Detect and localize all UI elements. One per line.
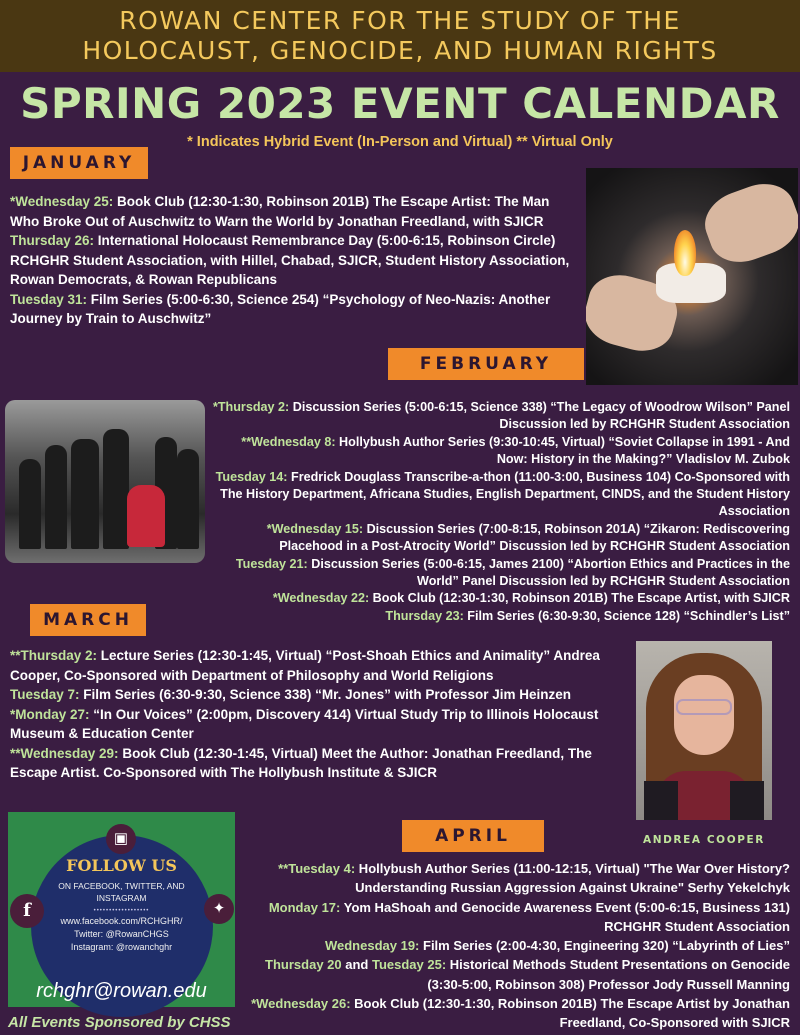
event-item: Monday 17: Yom HaShoah and Genocide Awareness Event (5:00-6:15, Business 131) RCHGHR Student Association <box>268 899 790 934</box>
month-tag-april: APRIL <box>402 820 544 852</box>
event-item: *Wednesday 22: Book Club (12:30-1:30, Robinson 201B) The Escape Artist, with SJICR <box>272 591 790 606</box>
contact-email[interactable]: rchghr@rowan.edu <box>36 980 207 1002</box>
portrait-caption: ANDREA COOPER <box>643 834 765 846</box>
event-item: *Thursday 2: Discussion Series (5:00-6:15, Science 338) “The Legacy of Woodrow Wilson” Panel Discussion led by RCHGHR Student Association <box>212 400 790 432</box>
sponsor-note: All Events Sponsored by CHSS <box>8 1014 231 1031</box>
event-item: **Thursday 2: Lecture Series (12:30-1:45, Virtual) “Post-Shoah Ethics and Animality” Andrea Cooper, Co-Sponsored with Department of Philosophy and World Religions <box>10 648 600 683</box>
center-name-line2: HOLOCAUST, GENOCIDE, AND HUMAN RIGHTS <box>82 36 718 65</box>
event-item: Tuesday 21: Discussion Series (5:00-6:15, James 2100) “Abortion Ethics and Practices in the World” Panel Discussion led by RCHGHR Student Association <box>235 556 790 589</box>
header-banner <box>0 0 800 72</box>
follow-us-title: FOLLOW US <box>66 856 177 875</box>
hybrid-note: * Indicates Hybrid Event (In-Person and Virtual) ** Virtual Only <box>187 134 613 150</box>
event-item: Tuesday 14: Fredrick Douglass Transcribe-a-thon (11:00-3:00, Business 104) Co-Sponsored with The History Department, Africana Studies, English Department, CINDS, and the Student History Association <box>215 469 790 519</box>
event-item: Wednesday 19: Film Series (2:00-4:30, Engineering 320) “Labyrinth of Lies” <box>324 938 790 954</box>
event-item: *Wednesday 25: Book Club (12:30-1:30, Robinson 201B) The Escape Artist: The Man Who Broke Out of Auschwitz to Warn the World by Jonathan Freedland, with SJICR <box>10 194 550 229</box>
event-item: Thursday 26: International Holocaust Remembrance Day (5:00-6:15, Robinson Circle) RCHGHR Student Association, with Hillel, Chabad, SJICR, Student History Association, Rowan Democrats, & Rowan Republicans <box>10 233 570 287</box>
schindlers-list-photo <box>5 400 205 563</box>
event-item: Tuesday 7: Film Series (6:30-9:30, Science 338) “Mr. Jones” with Professor Jim Heinzen <box>10 687 571 702</box>
event-item: *Monday 27: “In Our Voices” (2:00pm, Discovery 414) Virtual Study Trip to Illinois Holocaust Museum & Education Center <box>10 706 599 741</box>
event-item: *Wednesday 26: Book Club (12:30-1:30, Robinson 201B) The Escape Artist by Jonathan Freedland, Co-Sponsored with SJICR <box>251 996 790 1031</box>
candle-photo <box>586 168 798 385</box>
month-tag-january: JANUARY <box>10 147 148 179</box>
january-events <box>10 192 580 329</box>
february-events <box>208 399 790 625</box>
follow-us-subtitle: ON FACEBOOK, TWITTER, AND INSTAGRAM <box>58 881 185 903</box>
event-item: Thursday 20 and Tuesday 25: Historical Methods Student Presentations on Genocide (3:30-5:00, Robinson 308) Professor Jody Russell Manning <box>265 957 790 992</box>
center-name-line1: ROWAN CENTER FOR THE STUDY OF THE <box>119 6 681 35</box>
calendar-title: SPRING 2023 EVENT CALENDAR <box>20 79 780 128</box>
month-tag-march: MARCH <box>30 604 146 636</box>
facebook-icon[interactable]: f <box>10 894 44 928</box>
andrea-cooper-portrait <box>636 641 772 820</box>
instagram-handle[interactable]: Instagram: @rowanchghr <box>70 942 173 952</box>
twitter-handle[interactable]: Twitter: @RowanCHGS <box>74 929 169 939</box>
event-item: Tuesday 31: Film Series (5:00-6:30, Science 254) “Psychology of Neo-Nazis: Another Journey by Train to Auschwitz” <box>10 291 551 326</box>
facebook-link[interactable]: www.facebook.com/RCHGHR/ <box>60 916 183 926</box>
march-events <box>10 646 625 783</box>
twitter-icon[interactable]: ✦ <box>204 894 234 924</box>
event-item: *Wednesday 15: Discussion Series (7:00-8:15, Robinson 201A) “Zikaron: Rediscovering Placehood in a Post-Atrocity World” Discussion led by RCHGHR Student Association <box>266 521 790 554</box>
instagram-icon[interactable]: ▣ <box>106 824 136 854</box>
april-events <box>240 859 790 1033</box>
follow-us-panel <box>8 812 235 1007</box>
event-item: Thursday 23: Film Series (6:30-9:30, Science 128) “Schindler’s List” <box>385 608 790 623</box>
event-item: **Wednesday 8: Hollybush Author Series (9:30-10:45, Virtual) “Soviet Collapse in 1991 - And Now: History in the Making?” Vladislov M. Zubok <box>241 434 790 467</box>
event-item: **Wednesday 29: Book Club (12:30-1:45, Virtual) Meet the Author: Jonathan Freedland, The Escape Artist. Co-Sponsored with The Hollybush Institute & SJICR <box>10 745 592 780</box>
divider-dots: •••••••••••••••••• <box>93 908 150 914</box>
month-tag-february: FEBRUARY <box>388 348 584 380</box>
event-item: **Tuesday 4: Hollybush Author Series (11:00-12:15, Virtual) "The War Over History? Understanding Russian Aggression Against Ukraine" Serhy Yekelchyk <box>278 861 790 896</box>
